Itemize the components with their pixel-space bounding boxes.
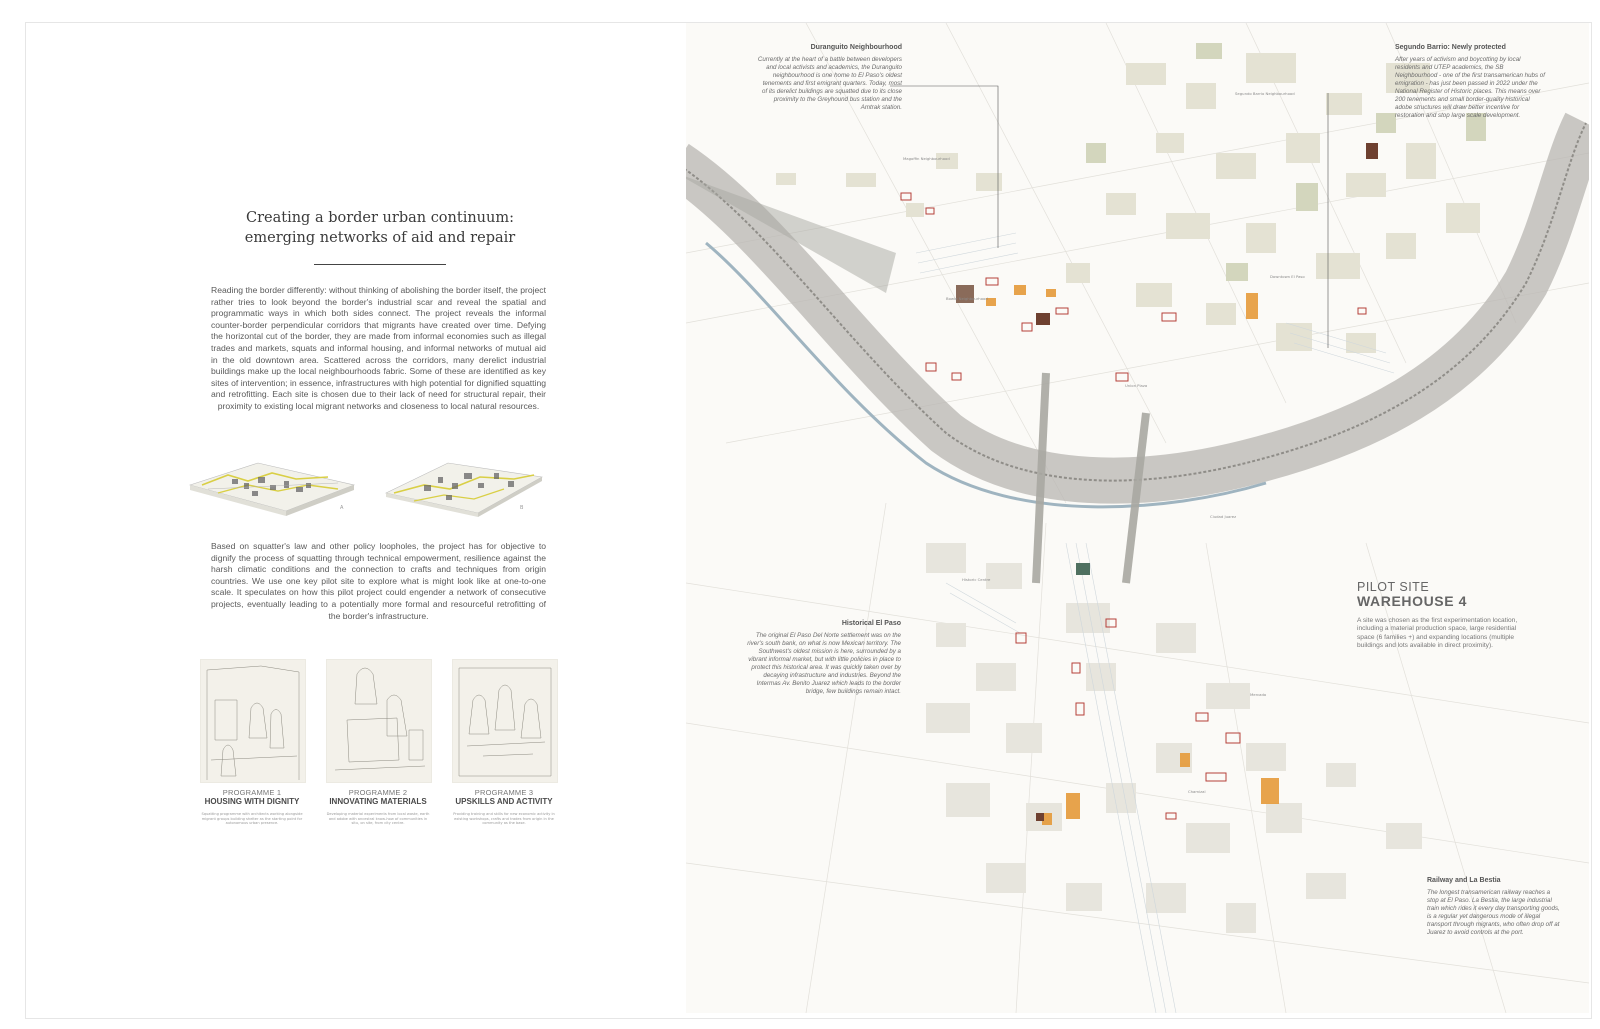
title-divider	[314, 264, 446, 265]
axo-label-b: B	[520, 505, 524, 511]
note-duranguito-text: Currently at the heart of a battle between developers and local activists and academics, the Duranguito neighbourhood is one home to El Paso's oldest tenements and first emigrant quarters. Today, most of its derelict buildings are squatted due to its close proximity to the Greyhound bus station and the Amtrak station.	[757, 56, 902, 111]
street-label: Segundo Barrio Neighbourhood	[1235, 91, 1295, 96]
title-line-1: Creating a border urban continuum:	[246, 210, 514, 226]
axo-label-a: A	[340, 505, 344, 511]
street-label: Historic Centre	[962, 577, 991, 582]
programme-2-number: PROGRAMME 2	[348, 788, 408, 797]
note-railway-title: Railway and La Bestia	[1427, 877, 1501, 884]
note-segundo-barrio	[1395, 44, 1545, 120]
programme-1-sketch	[200, 659, 306, 783]
note-historical-el-paso-text: The original El Paso Del Norte settlement was on the river's south bank, on what is now Mexican territory. The Southwest's oldest mission is here, surrounded by a vibrant informal market, but with little policies in place to protect this historical area. It was quickly taken over by decaying infrastructure and industries. Beyond the Intermas Av. Benito Juarez which leads to the border bridge, few buildings remain intact.	[747, 632, 901, 695]
programme-1-number: PROGRAMME 1	[222, 788, 282, 797]
programme-3-number: PROGRAMME 3	[474, 788, 534, 797]
programme-card-2	[326, 659, 430, 826]
page-title	[230, 208, 530, 248]
programme-card-1	[200, 659, 304, 826]
street-label: Union Plaza	[1125, 383, 1148, 388]
note-segundo-barrio-title: Segundo Barrio: Newly protected	[1395, 44, 1506, 51]
programme-3-name: UPSKILLS AND ACTIVITY	[455, 797, 553, 806]
street-label: Mercado	[1250, 692, 1267, 697]
pilot-site-text: A site was chosen as the first experimentation location, including a material production space, large residential space (6 families +) and expanding locations (multiple buildings and lots available in direct proximity).	[1357, 617, 1518, 650]
note-duranguito-title: Duranguito Neighbourhood	[810, 44, 902, 51]
site-map	[686, 23, 1589, 1013]
programme-1-name: HOUSING WITH DIGNITY	[204, 797, 300, 806]
methodology-paragraph: Based on squatter's law and other policy loopholes, the project has for objective to dignify the process of squatting through technical empowerment, resilience against the harsh climatic conditions and the connection to crafts and techniques from origin countries. We use one key pilot site to explore what is might look like at one-to-one scale. It speculates on how this pilot project could engender a network of consecutive projects, eventually leading to a potentially more formal and resourceful retrofitting of the border's infrastructure.	[211, 541, 546, 621]
street-label: Magoffin Neighbourhood	[903, 156, 950, 161]
title-line-2: emerging networks of aid and repair	[244, 230, 516, 246]
note-historical-el-paso	[741, 620, 901, 696]
programme-3-caption: Providing training and skills for new economic activity in existing workshops, crafts and trades from origin in the community as the base.	[453, 812, 555, 826]
programme-2-name: INNOVATING MATERIALS	[329, 797, 427, 806]
note-historical-el-paso-title: Historical El Paso	[841, 620, 901, 627]
intro-paragraph: Reading the border differently: without thinking of abolishing the border itself, the project rather tries to look beyond the border's industrial scar and reveal the spatial and programmatic ways in which both sides connect. The project reveals the informal counter-border perpendicular corridors that migrants have created over time. Defying the horizontal cut of the border, they are made from informal economies such as illegal trades and markets, squats and informal housing, and informal networks of mutual aid in the old downtown area. Scattered across the corridors, many derelict industrial buildings make up the local neighbourhoods fabric. Some of these are identified as key sites of intervention; in essence, infrastructures with high potential for dignified squatting and retrofitting. Each site is chosen due to their lack of need for structural repair, their proximity to existing local migrant networks and closeness to local natural resources.	[211, 285, 546, 411]
note-segundo-barrio-text: After years of activism and boycotting by local residents and UTEP academics, the SB Neighbourhood - one of the first transamerican hubs of emigration - has just been passed in 2022 under the National Register of Historic places. This means over 200 tenements and small border-quality historical adobe structures will draw better incentive for restoration and stop large scale development.	[1395, 56, 1545, 119]
programme-2-caption: Developing material experiments from local waste, earth and adobe with ancestral know-how of communities in situ, on site, from city centre.	[326, 812, 430, 826]
programme-2-sketch	[326, 659, 432, 783]
programme-1-caption: Squatting programme with architects working alongside migrant groups building shelter as the starting point for autonomous urban presence.	[201, 812, 303, 826]
note-railway	[1427, 877, 1562, 937]
note-duranguito	[756, 44, 902, 112]
street-label: Bowie Neighbourhood	[946, 296, 988, 301]
programme-card-3	[452, 659, 556, 826]
axonometric-drawing-a	[188, 455, 356, 520]
programme-3-sketch	[452, 659, 558, 783]
pilot-site-name: WAREHOUSE 4	[1357, 593, 1468, 609]
street-label: Ciudad Juarez	[1210, 514, 1237, 519]
note-railway-text: The longest transamerican railway reaches a stop at El Paso. La Bestia, the large industrial train which rides it every day transporting goods, is a regular yet dangerous mode of illegal transport through migrants, who often drop off at Juarez to avoid controls at the port.	[1427, 889, 1560, 936]
pilot-site-label: PILOT SITE	[1357, 580, 1430, 594]
site-map-drawing	[686, 23, 1589, 1013]
street-label: Downtown El Paso	[1270, 274, 1305, 279]
pilot-site-block	[1357, 580, 1527, 651]
street-label: Chamizal	[1188, 789, 1206, 794]
